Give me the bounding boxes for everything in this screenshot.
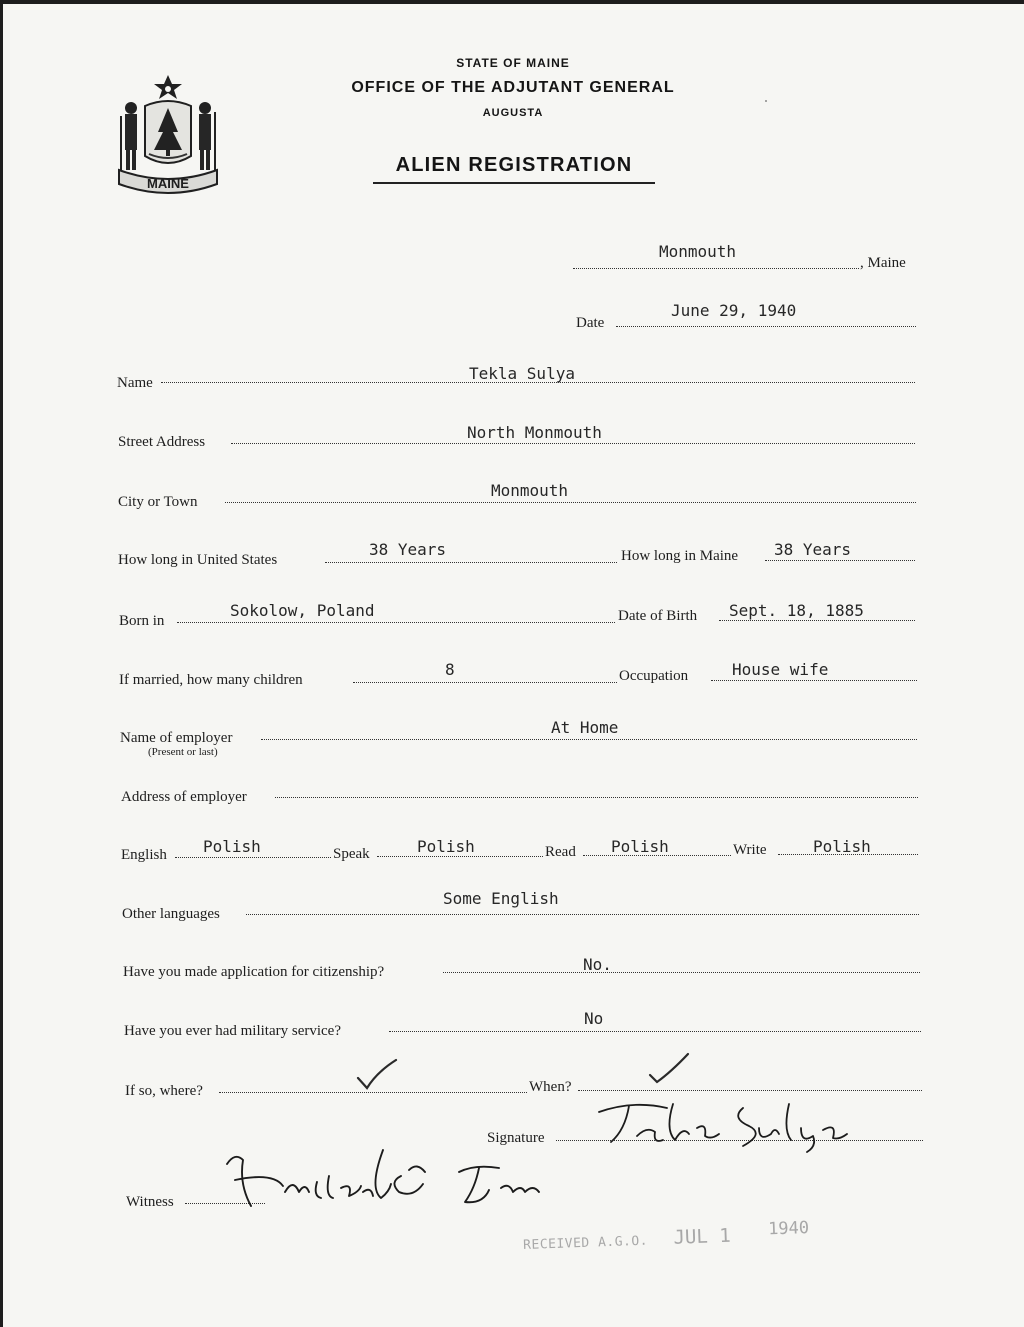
how-long-maine-line (765, 560, 915, 561)
if-so-where-label: If so, where? (125, 1083, 203, 1099)
when-label: When? (529, 1079, 572, 1095)
checkmark-icon (355, 1058, 399, 1092)
stamp-month-day: JUL 1 (673, 1224, 732, 1249)
signature-label: Signature (487, 1130, 545, 1146)
city-or-town-value[interactable]: Monmouth (491, 481, 569, 500)
other-languages-value[interactable]: Some English (443, 889, 559, 908)
write-label: Write (733, 842, 767, 858)
citizenship-value[interactable]: No. (583, 955, 612, 974)
read-label: Read (545, 844, 576, 860)
signature-text: Tekla Sulya (593, 1155, 598, 1156)
received-stamp (522, 1218, 810, 1254)
street-address-label: Street Address (118, 434, 206, 450)
date-line (616, 326, 916, 327)
english-value[interactable]: Polish (203, 837, 261, 856)
military-line (389, 1031, 921, 1032)
write-value[interactable]: Polish (813, 837, 871, 856)
occupation-line (711, 680, 917, 681)
city-or-town-line (225, 502, 916, 503)
born-in-value[interactable]: Sokolow, Poland (230, 601, 375, 620)
employer-value[interactable]: At Home (551, 718, 619, 737)
applicant-signature (593, 1096, 853, 1156)
header-city: AUGUSTA (482, 107, 544, 119)
military-label: Have you ever had military service? (124, 1023, 341, 1039)
how-long-maine-label: How long in Maine (621, 548, 739, 564)
name-label: Name (117, 375, 153, 391)
header-office: OFFICE OF THE ADJUTANT GENERAL (351, 79, 675, 96)
place-value[interactable]: Monmouth (659, 242, 737, 261)
born-in-label: Born in (119, 613, 165, 629)
children-label: If married, how many children (119, 672, 303, 688)
employer-line (261, 739, 917, 740)
seal-motto: MAINE (147, 176, 189, 191)
speak-label: Speak (333, 846, 370, 862)
when-line (578, 1090, 922, 1091)
stamp-received: RECEIVED A.G.O. (522, 1233, 649, 1253)
how-long-us-line (325, 562, 617, 563)
english-label: English (121, 847, 167, 863)
date-of-birth-line (719, 620, 915, 621)
place-suffix: , Maine (860, 255, 906, 271)
city-or-town-label: City or Town (118, 494, 198, 510)
citizenship-line (443, 972, 920, 973)
english-line (175, 857, 331, 858)
speak-value[interactable]: Polish (417, 837, 475, 856)
date-of-birth-label: Date of Birth (618, 608, 698, 624)
employer-sublabel: (Present or last) (148, 746, 218, 758)
date-value[interactable]: June 29, 1940 (671, 301, 797, 320)
born-in-line (177, 622, 615, 623)
occupation-value[interactable]: House wife (732, 660, 829, 679)
name-value[interactable]: Tekla Sulya (469, 364, 575, 383)
children-value[interactable]: 8 (445, 660, 455, 679)
citizenship-label: Have you made application for citizenship? (123, 964, 385, 980)
witness-label: Witness (126, 1194, 174, 1210)
if-so-where-line (219, 1092, 527, 1093)
other-languages-label: Other languages (122, 906, 220, 922)
date-of-birth-value[interactable]: Sept. 18, 1885 (729, 601, 864, 620)
children-line (353, 682, 617, 683)
street-address-value[interactable]: North Monmouth (467, 423, 602, 442)
employer-address-line (275, 797, 918, 798)
military-value[interactable]: No (584, 1009, 604, 1028)
form-title: ALIEN REGISTRATION (373, 154, 655, 184)
witness-text: Willard E. Dow (213, 1221, 220, 1222)
state-of-maine-seal-icon (115, 72, 221, 200)
place-line (573, 268, 859, 269)
street-address-line (231, 443, 915, 444)
occupation-label: Occupation (619, 668, 689, 684)
other-languages-line (246, 914, 919, 915)
read-value[interactable]: Polish (611, 837, 669, 856)
employer-address-label: Address of employer (121, 789, 247, 805)
speak-line (377, 856, 543, 857)
how-long-us-value[interactable]: 38 Years (369, 540, 447, 559)
stamp-year: 1940 (767, 1218, 810, 1240)
how-long-maine-value[interactable]: 38 Years (774, 540, 852, 559)
checkmark-icon (647, 1052, 691, 1086)
employer-label: Name of employer (120, 730, 233, 746)
witness-signature (213, 1142, 553, 1222)
date-label: Date (576, 315, 605, 331)
how-long-us-label: How long in United States (118, 552, 278, 568)
header-state: STATE OF MAINE (456, 56, 570, 70)
paper-speck (765, 100, 767, 102)
